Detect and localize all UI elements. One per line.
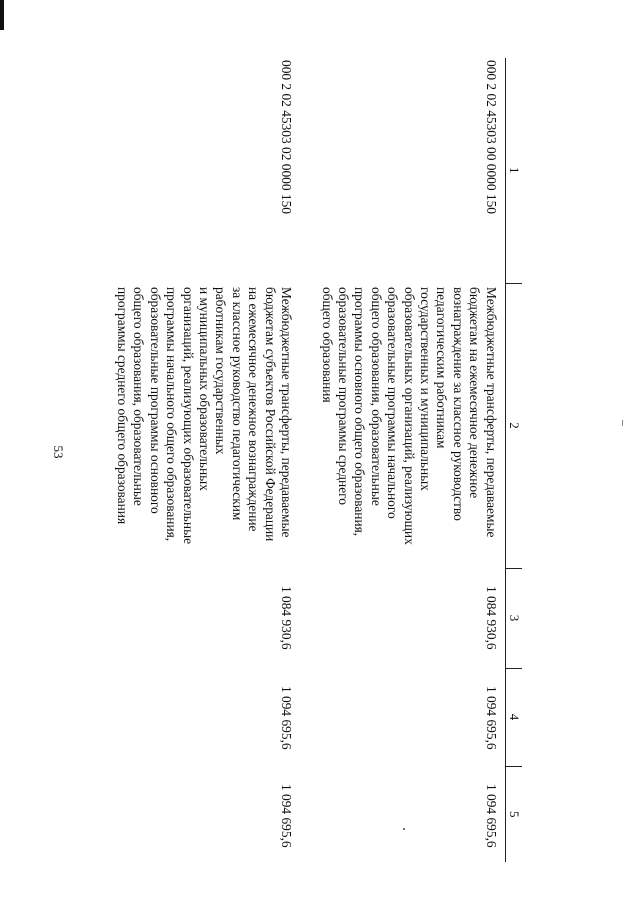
row-description [300,283,505,568]
table-row [300,58,505,862]
page-number: 53 [51,445,66,459]
description-line: педагогическим работникам [434,287,450,449]
description-line: за классное руководство педагогическим [229,287,245,521]
description-line: общего образования [319,287,335,403]
description-line: образовательные программы среднего [335,287,351,505]
description-line: программы среднего общего образования [115,287,131,525]
column-header-5: 5 [505,766,522,862]
column-header-4: 4 [505,668,522,766]
row-description [96,283,300,568]
scan-speck [403,828,405,830]
column-header-1: 1 [505,58,522,283]
rotated-page [74,58,522,862]
description-line: Межбюджетные трансферты, передаваемые [279,287,295,538]
table-header-row [505,58,522,862]
row-code: 000 2 02 45303 00 0000 150 [483,60,499,214]
description-line: государственных и муниципальных [417,287,433,491]
description-line: образовательные программы основного [147,287,163,514]
description-line: работникам государственных [213,287,229,455]
description-line: бюджетам субъектов Российской Федерации [262,287,278,542]
description-line: организаций, реализующих образовательные [180,287,196,545]
description-line: общего образования, образовательные [368,287,384,506]
description-line: и муниципальных образовательных [197,287,213,491]
row-value-col5: 1 094 695,6 [483,784,499,848]
row-value-col3: 1 084 930,6 [279,586,295,650]
description-line: образовательных организаций, реализующих [401,287,417,545]
budget-table-container [74,58,522,862]
description-line: программы основного общего образования, [352,287,368,537]
description-line: на ежемесячное денежное вознаграждение [246,287,262,532]
scan-edge-mark [0,0,4,30]
budget-table [96,58,522,862]
description-line: образовательные программы начального [385,287,401,519]
column-header-2: 2 [505,283,522,568]
table-row [96,58,300,862]
row-value-col3: 1 084 930,6 [483,586,499,650]
row-value-col5: 1 094 695,6 [279,784,295,848]
scan-speck [622,420,623,426]
description-line: вознаграждение за классное руководство [450,287,466,521]
row-value-col4: 1 094 695,6 [483,686,499,750]
description-line: бюджетам на ежемесячное денежное [467,287,483,499]
description-line: Межбюджетные трансферты, передаваемые [483,287,499,538]
description-line: общего образования, образовательные [131,287,147,506]
column-header-3: 3 [505,568,522,668]
row-value-col4: 1 094 695,6 [279,686,295,750]
row-code: 000 2 02 45303 02 0000 150 [279,60,295,214]
description-line: программы начального общего образования, [164,287,180,542]
